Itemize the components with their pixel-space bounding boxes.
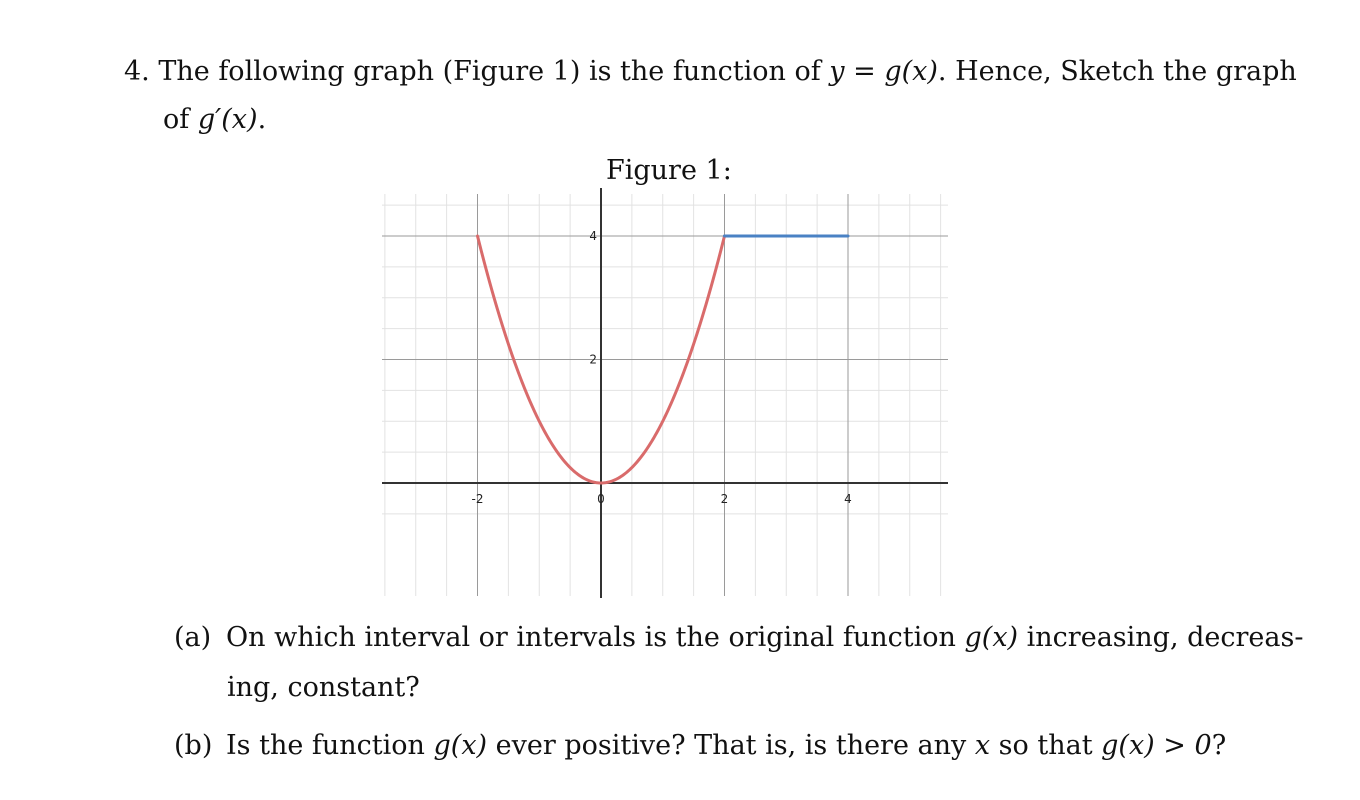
question-text-2-end: .: [257, 104, 267, 135]
part-b-label: (b): [174, 730, 213, 761]
part-a-line-1: [174, 622, 1303, 653]
question-line-2: [163, 104, 266, 135]
x-tick-label: 4: [844, 492, 852, 506]
part-a-line-2: ing, constant?: [227, 672, 420, 703]
y-tick-label: 4: [589, 229, 597, 243]
part-b-text: Is the function: [226, 730, 434, 761]
axes: [382, 188, 948, 598]
part-b-line: [174, 730, 1226, 761]
derivative-math: g′(x): [197, 104, 258, 135]
question-text-end: . Hence, Sketch the graph: [937, 56, 1297, 87]
part-a-label: (a): [174, 622, 212, 653]
part-a-math: g(x): [964, 622, 1019, 653]
question-line-1: [124, 56, 1297, 87]
part-b-math-3: g(x) > 0: [1101, 730, 1212, 761]
part-b-math-2: x: [974, 730, 991, 761]
grid-minor: [382, 194, 948, 596]
part-b-math-1: g(x): [433, 730, 488, 761]
grid-major: [382, 194, 948, 596]
part-a-text: On which interval or intervals is the original function: [226, 622, 965, 653]
figure-caption: Figure 1:: [606, 155, 732, 186]
question-number: 4.: [124, 56, 150, 87]
question-math: y = g(x): [829, 56, 938, 87]
tick-labels: [472, 229, 852, 506]
x-tick-label: -2: [471, 492, 484, 506]
question-text: The following graph (Figure 1) is the function of: [158, 56, 830, 87]
part-b-text-end: ?: [1211, 730, 1227, 761]
part-a-text-end: increasing, decreas-: [1018, 622, 1304, 653]
part-b-text-3: so that: [990, 730, 1102, 761]
function-graph: [380, 186, 950, 598]
question-text-2: of: [163, 104, 198, 135]
x-tick-label: 0: [597, 492, 605, 506]
x-tick-label: 2: [720, 492, 729, 506]
part-b-text-2: ever positive? That is, is there any: [487, 730, 975, 761]
y-tick-label: 2: [589, 352, 597, 367]
